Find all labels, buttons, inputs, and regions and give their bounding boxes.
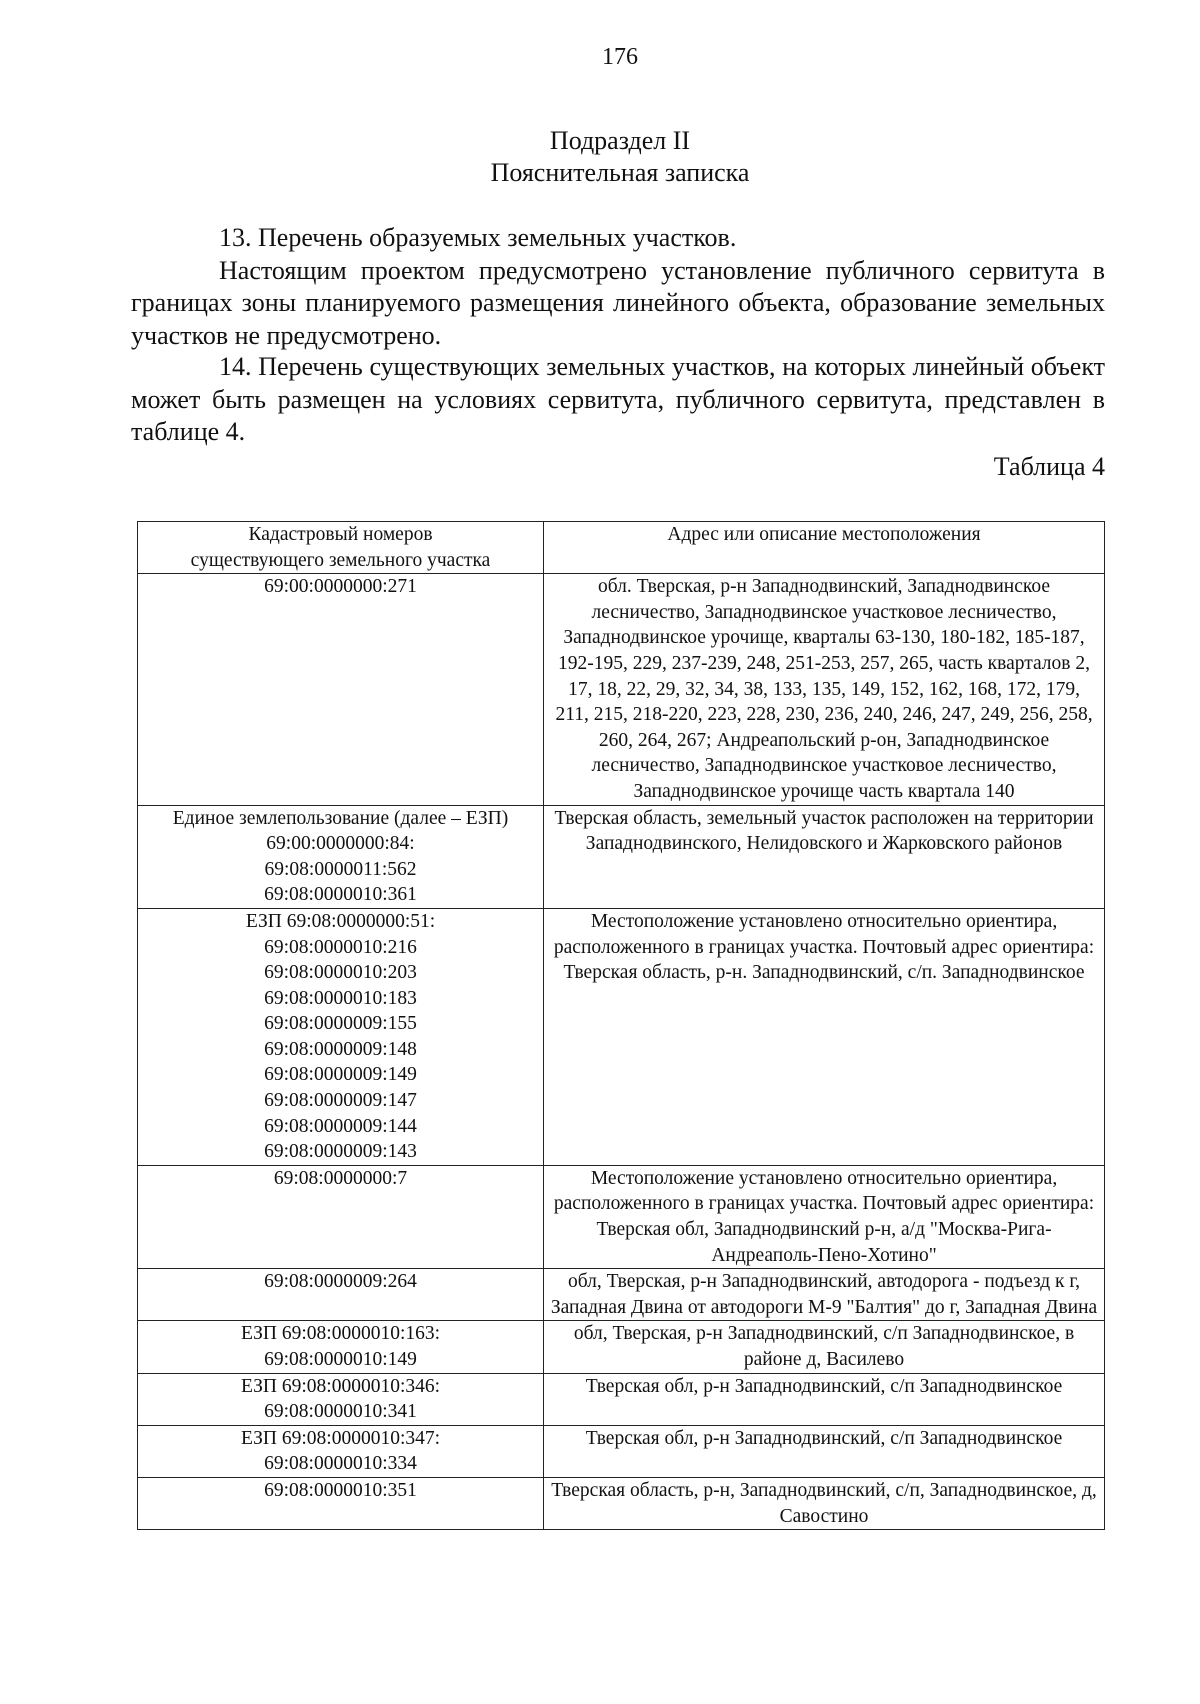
- cadastral-number: 69:08:0000010:351: [264, 1479, 417, 1501]
- address-text: Тверская обл, р-н Западнодвинский, с/п Западнодвинское: [585, 1375, 1063, 1397]
- cadastral-number: 69:08:0000000:7: [273, 1167, 408, 1189]
- subsection-heading: Подраздел II: [549, 126, 691, 155]
- paragraph-13-body: Настоящим проектом предусмотрено установление публичного сервитута в границах зоны планируемого размещения линейного объекта, образование земельных участков не предусмотрено.: [131, 255, 1105, 350]
- cadastral-number: 69:08:0000009:144: [264, 1115, 417, 1137]
- cadastral-number: 69:08:0000010:334: [264, 1453, 417, 1475]
- cadastral-cell: [138, 805, 544, 908]
- table-row: [138, 1373, 1105, 1425]
- table-caption: Таблица 4: [993, 452, 1105, 481]
- cadastral-number: 69:08:0000009:147: [264, 1090, 417, 1112]
- address-text: Тверская область, земельный участок расположен на территории Западнодвинского, Нелидовского и Жарковского районов: [554, 807, 1094, 855]
- cadastral-number: ЕЗП 69:08:0000010:163:: [240, 1323, 441, 1345]
- cadastral-number: ЕЗП 69:08:0000000:51:: [245, 910, 436, 932]
- header-address: [544, 522, 1105, 574]
- cadastral-table: [137, 521, 1105, 1530]
- address-cell: [544, 1269, 1105, 1321]
- intro-text-block: [131, 222, 1105, 352]
- paragraph-14-block: [131, 351, 1105, 449]
- table-row: [138, 1165, 1105, 1268]
- header-address-line: Адрес или описание местоположения: [667, 524, 981, 545]
- cadastral-cell: [138, 1321, 544, 1373]
- address-cell: [544, 1425, 1105, 1477]
- address-cell: [544, 805, 1105, 908]
- header-cadastral-line: Кадастровый номеров: [248, 524, 433, 545]
- cadastral-number: Единое землепользование (далее – ЕЗП): [172, 807, 509, 829]
- table-row: [138, 1321, 1105, 1373]
- table-row: [138, 1477, 1105, 1529]
- header-cadastral-line: существующего земельного участка: [190, 549, 491, 571]
- cadastral-number: 69:08:0000010:361: [264, 884, 417, 906]
- cadastral-number: ЕЗП 69:08:0000010:346:: [240, 1375, 441, 1397]
- header-cadastral: [138, 522, 544, 574]
- address-text: Местоположение установлено относительно ориентира, расположенного в границах участка. Почтовый адрес ориентира: Тверская обл, Западнодвинский р-н, а/д "Москва-Рига-Андреаполь-Пено-Хотино": [553, 1167, 1095, 1266]
- cadastral-cell: [138, 1477, 544, 1529]
- cadastral-cell: [138, 908, 544, 1165]
- section-title: Пояснительная записка: [490, 158, 750, 187]
- address-text: обл, Тверская, р-н Западнодвинский, автодорога - подъезд к г, Западная Двина от автодороги М-9 "Балтия" до г, Западная Двина: [550, 1271, 1098, 1318]
- address-cell: [544, 1373, 1105, 1425]
- table-body: [138, 574, 1105, 1530]
- cadastral-number: 69:08:0000009:155: [264, 1013, 417, 1035]
- cadastral-number: 69:00:0000000:84:: [266, 833, 415, 855]
- address-cell: [544, 1477, 1105, 1529]
- cadastral-number: 69:08:0000011:562: [264, 858, 417, 880]
- cadastral-number: 69:08:0000010:149: [264, 1349, 417, 1370]
- paragraph-14: 14. Перечень существующих земельных участков, на которых линейный объект может быть размещен на условиях сервитута, публичного сервитута, представлен в таблице 4.: [131, 352, 1105, 446]
- address-text: обл, Тверская, р-н Западнодвинский, с/п Западнодвинское, в районе д, Василево: [573, 1323, 1075, 1370]
- cadastral-number: 69:00:0000000:271: [264, 576, 417, 598]
- table-row: [138, 1425, 1105, 1477]
- table-row: [138, 574, 1105, 805]
- cadastral-number: 69:08:0000009:149: [264, 1064, 417, 1086]
- cadastral-cell: [138, 574, 544, 805]
- cadastral-number: 69:08:0000010:203: [264, 962, 417, 984]
- table-row: [138, 908, 1105, 1165]
- address-text: Местоположение установлено относительно ориентира, расположенного в границах участка. Почтовый адрес ориентира: Тверская область, р-н. Западнодвинский, с/п. Западнодвинское: [553, 910, 1095, 984]
- cadastral-number: 69:08:0000009:143: [264, 1141, 417, 1163]
- address-cell: [544, 574, 1105, 805]
- address-cell: [544, 1321, 1105, 1373]
- cadastral-cell: [138, 1165, 544, 1268]
- cadastral-number: 69:08:0000009:148: [264, 1038, 417, 1060]
- page-number: 176: [602, 44, 638, 70]
- cadastral-cell: [138, 1425, 544, 1477]
- address-text: Тверская область, р-н, Западнодвинский, с/п, Западнодвинское, д, Савостино: [551, 1479, 1097, 1527]
- address-cell: [544, 1165, 1105, 1268]
- cadastral-number: 69:08:0000009:264: [264, 1271, 417, 1293]
- cadastral-number: ЕЗП 69:08:0000010:347:: [240, 1427, 441, 1449]
- table-row: [138, 1269, 1105, 1321]
- cadastral-number: 69:08:0000010:216: [264, 936, 417, 958]
- table-row: [138, 805, 1105, 908]
- cadastral-cell: [138, 1269, 544, 1321]
- address-cell: [544, 908, 1105, 1165]
- cadastral-number: 69:08:0000010:183: [264, 987, 417, 1009]
- cadastral-cell: [138, 1373, 544, 1425]
- address-text: обл. Тверская, р-н Западнодвинский, Западнодвинское лесничество, Западнодвинское участковое лесничество, Западнодвинское урочище, кварталы 63-130, 180-182, 185-187, 192-195, 229, 237-239, 248, 251-253, 257, 265, часть кварталов 2, 17, 18, 22, 29, 32, 34, 38, 133, 135, 149, 152, 162, 168, 172, 179, 211, 215, 218-220, 223, 228, 230, 236, 240, 246, 247, 249, 256, 258, 260, 264, 267; Андреапольский р-он, Западнодвинское лесничество, Западнодвинское участковое лесничество, Западнодвинское урочище часть квартала 140: [555, 576, 1093, 802]
- table-header-row: [138, 522, 1105, 574]
- cadastral-number: 69:08:0000010:341: [264, 1401, 417, 1423]
- paragraph-13-heading: 13. Перечень образуемых земельных участков.: [219, 223, 737, 252]
- address-text: Тверская обл, р-н Западнодвинский, с/п Западнодвинское: [585, 1427, 1063, 1449]
